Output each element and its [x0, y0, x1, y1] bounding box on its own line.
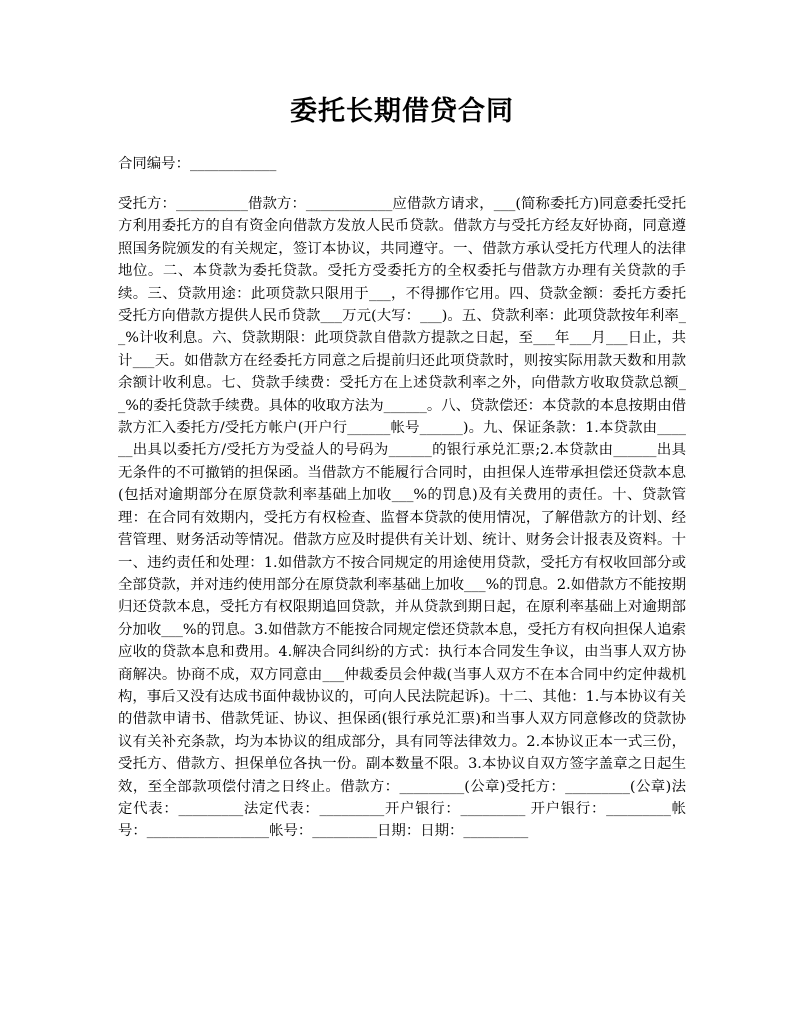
contract-number-line: 合同编号：____________ — [118, 156, 277, 172]
contract-body-text: 受托方：__________借款方：____________应借款方请求，___(简称委托方)同意委托受托方利用委托方的自有资金向借款方发放人民币贷款。借款方与受托方经友好协商，同意遵照国务院颁发的有关规定，签订本协议，共同遵守。一、借款方承认受托方代理人的法律地位。二、本贷款为委托贷款。受托方受委托方的全权委托与借款方办理有关贷款的手续。三、贷款用途：此项贷款只限用于___，不得挪作它用。四、贷款金额：委托方委托受托方向借款方提供人民币贷款___万元(大写：___)。五、贷款利率：此项贷款按年利率__%计收利息。六、贷款期限：此项贷款自借款方提款之日起，至___年___月___日止，共计___天。如借款方在经委托方同意之后提前归还此项贷款时，则按实际用款天数和用款余额计收利息。七、贷款手续费：受托方在上述贷款利率之外，向借款方收取贷款总额__%的委托贷款手续费。具体的收取方法为______。八、贷款偿还：本贷款的本息按期由借款方汇入委托方/受托方帐户(开户行______帐号______)。九、保证条款：1.本贷款由______出具以委托方/受托方为受益人的号码为______的银行承兑汇票;2.本贷款由______出具无条件的不可撤销的担保函。当借款方不能履行合同时，由担保人连带承担偿还贷款本息(包括对逾期部分在原贷款利率基础上加收___%的罚息)及有关费用的责任。十、贷款管理：在合同有效期内，受托方有权检查、监督本贷款的使用情况，了解借款方的计划、经营管理、财务活动等情况。借款方应及时提供有关计划、统计、财务会计报表及资料。十一、违约责任和处理：1.如借款方不按合同规定的用途使用贷款，受托方有权收回部分或全部贷款，并对违约使用部分在原贷款利率基础上加收___%的罚息。2.如借款方不能按期归还贷款本息，受托方有权限期追回贷款，并从贷款到期日起，在原利率基础上对逾期部分加收___%的罚息。3.如借款方不能按合同规定偿还贷款本息，受托方有权向担保人追索应收的贷款本息和费用。4.解决合同纠纷的方式：执行本合同发生争议，由当事人双方协商解决。协商不成，双方同意由___仲裁委员会仲裁(当事人双方不在本合同中约定仲裁机构，事后又没有达成书面仲裁协议的，可向人民法院起诉)。十二、其他：1.与本协议有关的借款申请书、借款凭证、协议、担保函(银行承兑汇票)和当事人双方同意修改的贷款协议有关补充条款，均为本协议的组成部分，具有同等法律效力。2.本协议正本一式三份，受托方、借款方、担保单位各执一份。副本数量不限。3.本协议自双方签字盖章之日起生效，至全部款项偿付清之日终止。借款方：_________(公章)受托方：_________(公章)法定代表：_________法定代表：_________开户银行：_________ 开户银行：_________帐号：_________________帐号：_________日期：日期：_________ — [118, 196, 686, 840]
document-title: 委托长期借贷合同 — [290, 96, 514, 127]
